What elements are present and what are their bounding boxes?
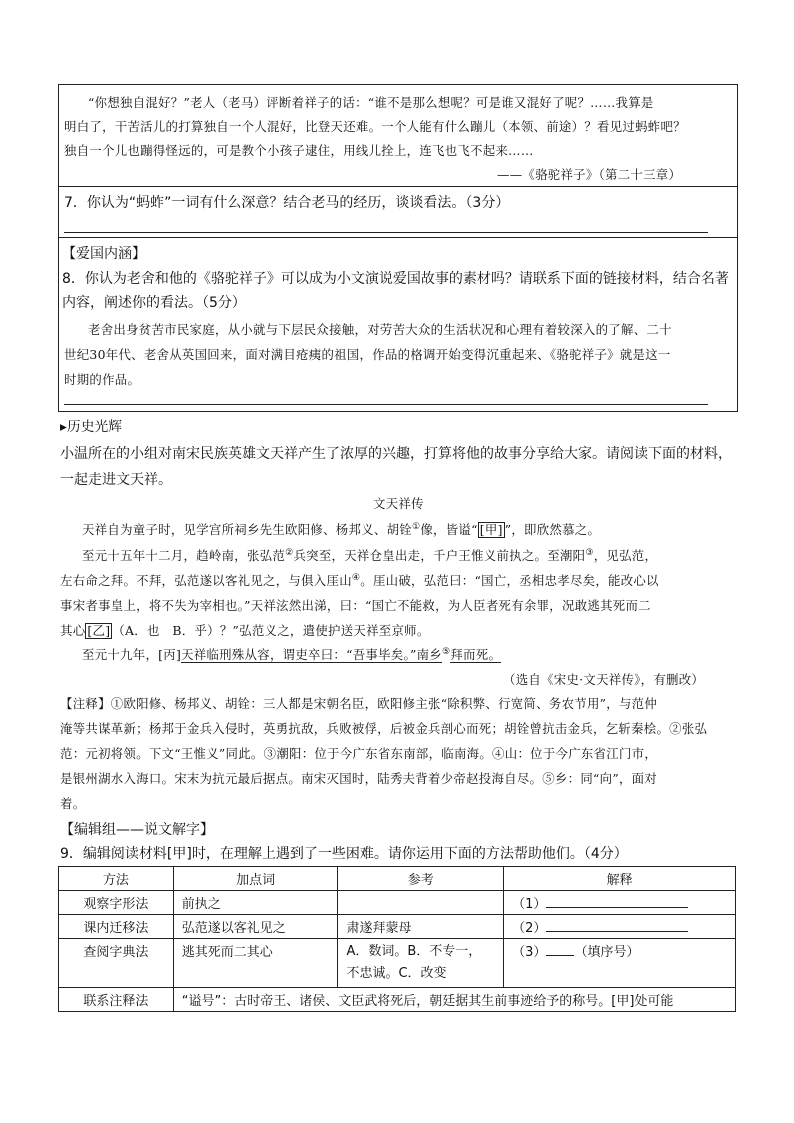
answer-blank-2[interactable]: [546, 919, 688, 932]
blank-jia[interactable]: [甲]: [479, 522, 503, 537]
table-row: [59, 939, 736, 988]
row-4-method: 联系注释法: [59, 988, 174, 1012]
row-1-method: 观察字形法: [59, 891, 174, 915]
table-row: [59, 915, 736, 939]
table-row: [59, 891, 736, 915]
passage-title: 文天祥传: [373, 496, 424, 511]
passage-p2-line-4: 其心 [乙] （A．也 B．乎）？”弘范义之，遣使护送天祥至京师。: [60, 623, 430, 638]
answer-blank-1[interactable]: [546, 895, 688, 908]
notes-line-3: 范：元初将领。下文“王惟义”同此。③潮阳：位于今广东省东南部，临南海。④山：位于今广东省江门市，: [60, 746, 658, 761]
question-9: 9．编辑阅读材料[甲]时，在理解上遇到了一些困难。请你运用下面的方法帮助他们。（4分）: [60, 846, 628, 862]
history-heading: ▸历史光辉: [60, 419, 123, 435]
header-word: 加点词: [173, 867, 338, 891]
material-line-1: 老舍出身贫苦市民家庭，从小就与下层民众接触，对劳苦大众的生活状况和心理有着较深入的了解、二十: [88, 322, 672, 337]
question-8-line-1: 8．你认为老舍和他的《骆驼祥子》可以成为小文演说爱国故事的素材吗？请联系下面的链接材料，结合名著: [62, 271, 729, 287]
notes-line-1: 【注释】①欧阳修、杨邦义、胡铨：三人都是宋朝名臣，欧阳修主张“除积弊、行宽简、务农节用”，与范仲: [60, 696, 658, 711]
table-header-row: [59, 867, 736, 891]
answer-line-8[interactable]: [64, 404, 708, 405]
question-7: 7．你认为“蚂蚱”一词有什么深意？结合老马的经历，谈谈看法。（3分）: [64, 195, 510, 211]
row-3-word: 逃其死而二其心: [173, 939, 338, 988]
row-3-explain: （3） （填序号）: [504, 939, 736, 988]
answer-blank-3[interactable]: [546, 943, 574, 956]
row-2-explain: （2）: [504, 915, 736, 939]
frame-divider-2: [58, 237, 737, 238]
history-intro-line-2: 一起走进文天祥。: [60, 472, 172, 488]
row-1-explain: （1）: [504, 891, 736, 915]
passage-p2-line-2: 左右命之拜。不拜，弘范遂以客礼见之，与俱入厓山④。厓山破，弘范曰：“国亡，丞相忠孝尽矣，能改心以: [60, 572, 659, 588]
header-method: 方法: [59, 867, 174, 891]
header-ref: 参考: [338, 867, 504, 891]
notes-line-4: 是银州湖水入海口。宋末为抗元最后据点。南宋灭国时，陆秀夫背着少帝赵投海自尽。⑤乡：同“向”，面对: [60, 771, 658, 786]
underlined-sentence: 天祥临刑殊从容，谓吏卒曰：“吾事毕矣。”南乡: [181, 647, 442, 662]
row-3-method: 查阅字典法: [59, 939, 174, 988]
row-2-method: 课内迁移法: [59, 915, 174, 939]
row-2-word: 弘范遂以客礼见之: [173, 915, 338, 939]
row-2-ref: 肃遂拜蒙母: [338, 915, 504, 939]
passage-p2-line-1: 至元十五年十二月，趋岭南，张弘范②兵突至，天祥仓皇出走，千户王惟义前执之。至潮阳③，见弘范，: [82, 547, 658, 563]
quote-source: ——《骆驼祥子》（第二十三章）: [497, 167, 682, 182]
passage-p3: 至元十九年，[丙]天祥临刑殊从容，谓吏卒曰：“吾事毕矣。”南乡⑤拜而死。: [82, 646, 502, 662]
row-1-word: 前执之: [173, 891, 338, 915]
quote-line-3: 独自一个儿也蹦得怪远的，可是教个小孩子逮住，用线儿拴上，连飞也飞不起来……: [64, 143, 534, 158]
patriot-heading: 【爱国内涵】: [62, 246, 146, 262]
passage-p2-line-3: 事宋者事皇上，将不失为宰相也。”天祥泫然出涕，曰：“国亡不能救，为人臣者死有余罪，况敢逃其死而二: [60, 598, 651, 613]
quote-line-1: “你想独自混好？”老人（老马）评断着祥子的话：“谁不是那么想呢？可是谁又混好了呢？……我算是: [88, 95, 654, 110]
quote-line-2: 明白了，干苦活儿的打算独自一个人混好，比登天还难。一个人能有什么蹦儿（本领、前途）？看见过蚂蚱吧？: [64, 119, 686, 134]
row-1-ref: [338, 891, 504, 915]
history-intro-line-1: 小温所在的小组对南宋民族英雄文天祥产生了浓厚的兴趣，打算将他的故事分享给大家。请阅读下面的材料，: [60, 446, 732, 462]
row-3-ref: A．数词。B．不专一， 不忠诚。C．改变: [338, 939, 504, 988]
header-explain: 解释: [504, 867, 736, 891]
notes-line-5: 着。: [60, 796, 86, 811]
passage-p1: 天祥自为童子时，见学宫所祠乡先生欧阳修、杨邦义、胡铨①像，皆谥“ [甲] ”，即欣然慕之。: [82, 521, 601, 537]
editor-heading: 【编辑组——说文解字】: [60, 822, 214, 838]
material-line-2: 世纪30年代、老舍从英国回来，面对满目疮痍的祖国，作品的格调开始变得沉重起来、《骆驼祥子》就是这一: [64, 347, 671, 362]
blank-yi[interactable]: [乙]: [87, 623, 111, 638]
answer-line-7[interactable]: [64, 232, 708, 233]
row-4-text: “谥号”：古时帝王、诸侯、文臣武将死后，朝廷据其生前事迹给予的称号。[甲]处可能: [173, 988, 735, 1012]
passage-source: （选自《宋史·文天祥传》，有删改）: [503, 672, 705, 687]
question-8-line-2: 内容，阐述你的看法。（5分）: [62, 295, 246, 311]
table-row: [59, 988, 736, 1012]
material-line-3: 时期的作品。: [64, 372, 141, 387]
method-table: [58, 866, 736, 1012]
notes-line-2: 淹等共谋革新；杨邦于金兵入侵时，英勇抗敌，兵败被俘，后被金兵剖心而死；胡铨曾抗击金兵，乞斩秦桧。②张弘: [60, 721, 708, 736]
frame-divider-1: [58, 186, 737, 187]
